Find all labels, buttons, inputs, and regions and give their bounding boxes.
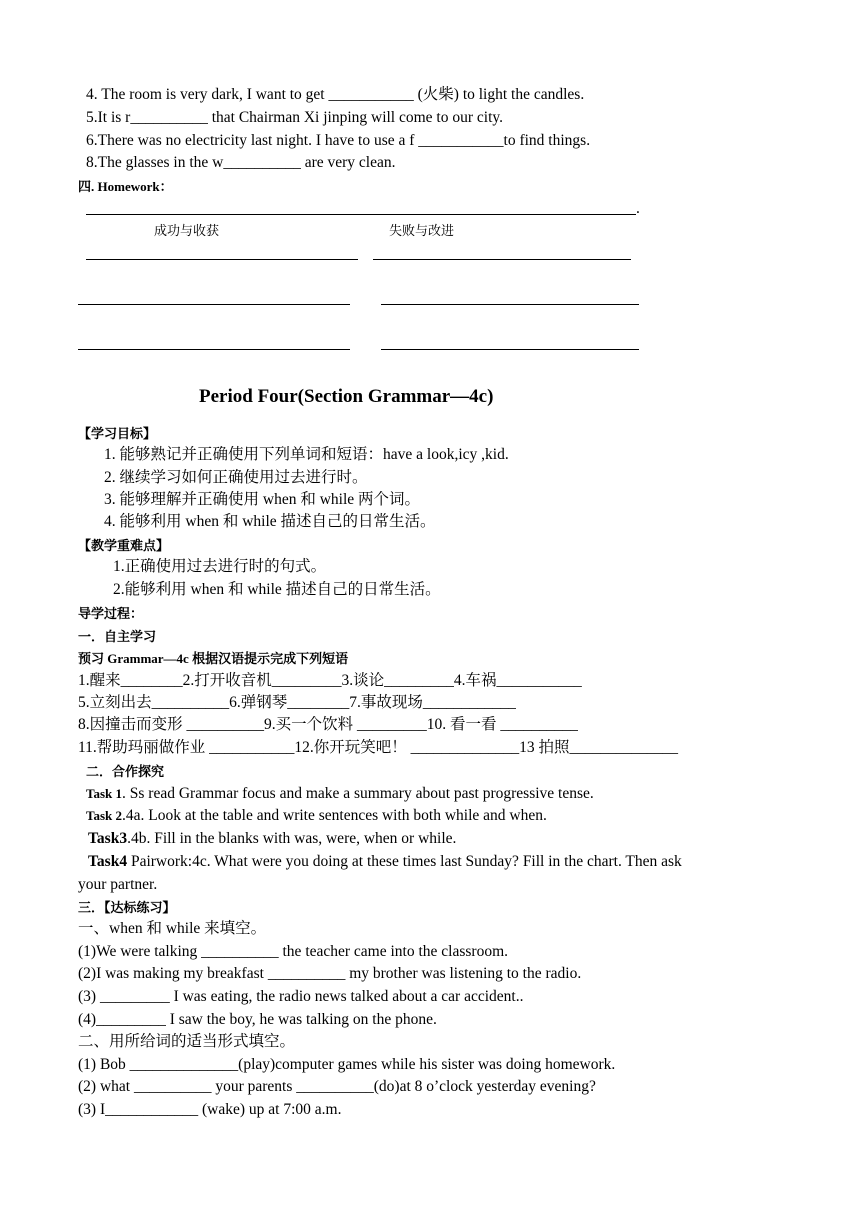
phrase-row: 8.因撞击而变形 __________9.买一个饮料 _________10. 看一看 __________ [78, 716, 578, 733]
process-heading: 导学过程： [78, 606, 144, 621]
phrase-row: 11.帮助玛丽做作业 ___________12.你开玩笑吧！ ______________13 拍照______________ [78, 739, 679, 756]
success-line-3[interactable] [78, 349, 350, 350]
practice-heading: 三．【达标练习】 [78, 900, 176, 915]
task-text: . Ss read Grammar focus and make a summary about past progressive tense. [122, 785, 594, 802]
exercise-5: 5.It is r__________ that Chairman Xi jinping will come to our city. [86, 109, 504, 126]
exercise-8: 8.The glasses in the w__________ are very clean. [86, 154, 396, 171]
task-label: Task4 [88, 853, 128, 870]
self-study-heading: 一．自主学习 [78, 629, 157, 644]
task-4 [88, 852, 682, 872]
key-point-item: 2.能够利用 when 和 while 描述自己的日常生活。 [113, 581, 441, 598]
key-points-heading: 【教学重难点】 [78, 538, 170, 553]
key-point-item: 1.正确使用过去进行时的句式。 [113, 558, 327, 575]
task-4-continued: your partner. [78, 876, 158, 893]
self-study-subheading: 预习 Grammar—4c 根据汉语提示完成下列短语 [78, 651, 349, 666]
objective-item: 4. 能够利用 when 和 while 描述自己的日常生活。 [104, 513, 436, 530]
objective-item: 1. 能够熟记并正确使用下列单词和短语：have a look,icy ,kid. [104, 446, 509, 463]
practice-item: (2)I was making my breakfast __________ my brother was listening to the radio. [78, 965, 582, 982]
objectives-heading: 【学习目标】 [78, 426, 157, 441]
practice-item: (3) _________ I was eating, the radio news talked about a car accident.. [78, 988, 524, 1005]
practice-item: (2) what __________ your parents __________(do)at 8 o’clock yesterday evening? [78, 1078, 596, 1095]
task-label: Task 2 [86, 808, 123, 823]
success-line-1[interactable] [86, 259, 358, 260]
task-label: Task3 [88, 830, 128, 847]
success-line-2[interactable] [78, 304, 350, 305]
phrase-row: 1.醒来________2.打开收音机_________3.谈论_________4.车祸___________ [78, 672, 582, 689]
phrase-row: 5.立刻出去__________6.弹钢琴________7.事故现场____________ [78, 694, 516, 711]
failure-column-label: 失败与改进 [389, 223, 455, 238]
practice-item: (3) I____________ (wake) up at 7:00 a.m. [78, 1101, 342, 1118]
practice-item: (1) Bob ______________(play)computer games while his sister was doing homework. [78, 1056, 616, 1073]
homework-answer-line[interactable] [86, 214, 636, 215]
failure-line-2[interactable] [381, 304, 639, 305]
practice-item: (1)We were talking __________ the teacher came into the classroom. [78, 943, 509, 960]
practice-item: (4)_________ I saw the boy, he was talking on the phone. [78, 1011, 437, 1028]
page-title: Period Four(Section Grammar—4c) [199, 386, 494, 407]
practice-part1-heading: 一、when 和 while 来填空。 [78, 920, 267, 937]
objective-item: 2. 继续学习如何正确使用过去进行时。 [104, 469, 368, 486]
task-text: .4b. Fill in the blanks with was, were, when or while. [127, 830, 457, 847]
exercise-4: 4. The room is very dark, I want to get ___________ (火柴) to light the candles. [86, 86, 585, 103]
practice-part2-heading: 二、用所给词的适当形式填空。 [78, 1033, 296, 1050]
task-2 [86, 806, 547, 826]
task-text: Pairwork:4c. What were you doing at these times last Sunday? Fill in the chart. Then ask [127, 853, 682, 870]
success-column-label: 成功与收获 [154, 223, 220, 238]
task-3 [88, 829, 456, 849]
failure-line-3[interactable] [381, 349, 639, 350]
cooperation-heading: 二．合作探究 [86, 764, 165, 779]
task-1 [86, 784, 594, 804]
homework-heading: 四. Homework： [78, 179, 173, 194]
homework-line-end: . [636, 200, 640, 217]
failure-line-1[interactable] [373, 259, 631, 260]
objective-item: 3. 能够理解并正确使用 when 和 while 两个词。 [104, 491, 421, 508]
exercise-6: 6.There was no electricity last night. I have to use a f ___________to find things. [86, 132, 591, 149]
task-text: .4a. Look at the table and write sentences with both while and when. [122, 807, 547, 824]
task-label: Task 1 [86, 786, 123, 801]
